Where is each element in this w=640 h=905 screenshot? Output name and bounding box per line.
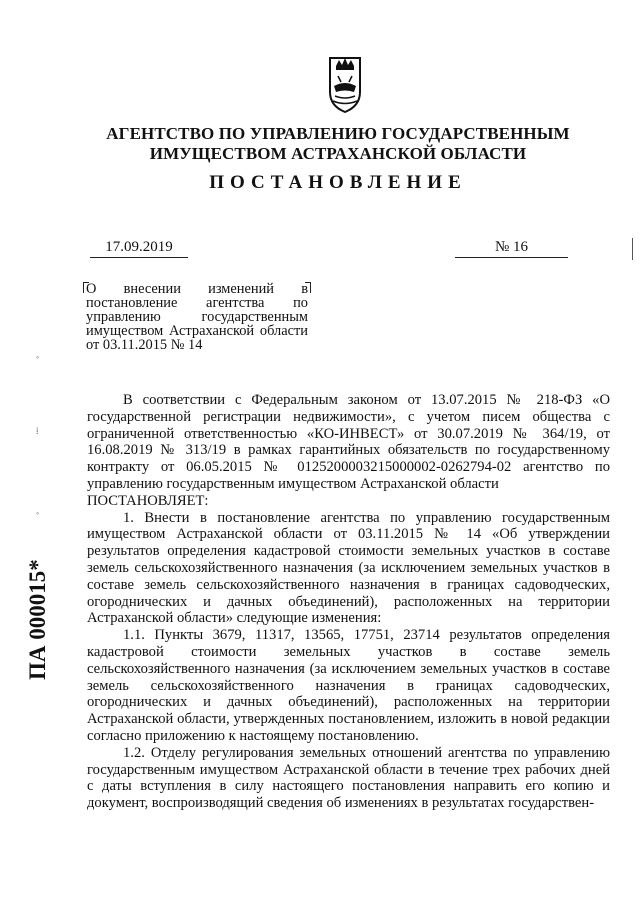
subject-text: О внесении изменений в постановление агентства по управлению государственным имуществом Астраханской области от 03.11.2015 № 14 — [86, 281, 308, 353]
document-date: 17.09.2019 — [90, 237, 188, 258]
decree-word: ПОСТАНОВЛЯЕТ: — [87, 492, 209, 509]
margin-dot: ◦ — [36, 352, 40, 362]
document-type-title: ПОСТАНОВЛЕНИЕ — [209, 172, 467, 193]
bracket-right — [305, 282, 311, 293]
agency-name-line2: ИМУЩЕСТВОМ АСТРАХАНСКОЙ ОБЛАСТИ — [149, 144, 527, 163]
bracket-left — [83, 282, 89, 293]
document-number: № 16 — [455, 237, 568, 258]
margin-mark — [632, 238, 633, 260]
margin-dot: ⁞ — [36, 426, 39, 436]
document-body — [87, 392, 610, 812]
preamble-paragraph: В соответствии с Федеральным законом от 13.07.2015 № 218-ФЗ «О государственной регистрации недвижимости», с учетом писем общества с ограниченной ответственностью «КО-ИНВЕСТ» от 30.07.2019 № 364/19, от 16.08.2019 № 313/19 в рамках гарантийных обязательств по государственному контракту от 06.05.2015 № 0125200003215000002-0262794-02 агентство по управлению государственным имуществом Астраханской области — [87, 392, 610, 492]
coat-of-arms-emblem — [324, 52, 366, 114]
agency-name-line1: АГЕНТСТВО ПО УПРАВЛЕНИЮ ГОСУДАРСТВЕННЫМ — [106, 124, 570, 143]
margin-dot: ◦ — [36, 508, 40, 518]
clause-1-paragraph: 1. Внести в постановление агентства по управлению государственным имуществом Астраханской области от 03.11.2015 № 14 «Об утверждении результатов определения кадастровой стоимости земельных участков в составе земель сельскохозяйственного назначения (за исключением земельных участков в составе земель сельскохозяйственного назначения в границах садоводческих, огороднических и дачных объединений), расположенных на территории Астраханской области» следующие изменения: — [87, 509, 610, 627]
clause-1-1-paragraph: 1.1. Пункты 3679, 11317, 13565, 17751, 23714 результатов определения кадастровой стоимости земельных участков в составе земель сельскохозяйственного назначения (за исключением земельных участков в составе земель сельскохозяйственного назначения в границах садоводческих, огороднических и дачных объединений), расположенных на территории Астраханской области, утвержденных постановлением, изложить в новой редакции согласно приложению к настоящему постановлению. — [87, 627, 610, 744]
form-serial-number: ПА 000015* — [25, 559, 50, 680]
subject-block — [86, 282, 308, 352]
clause-1-2-paragraph: 1.2. Отделу регулирования земельных отношений агентства по управлению государственным имуществом Астраханской области в течение трех рабочих дней с даты вступления в силу настоящего постановления направить его копию и документ, воспроизводящий сведения об изменениях в результатах государствен- — [87, 744, 610, 812]
